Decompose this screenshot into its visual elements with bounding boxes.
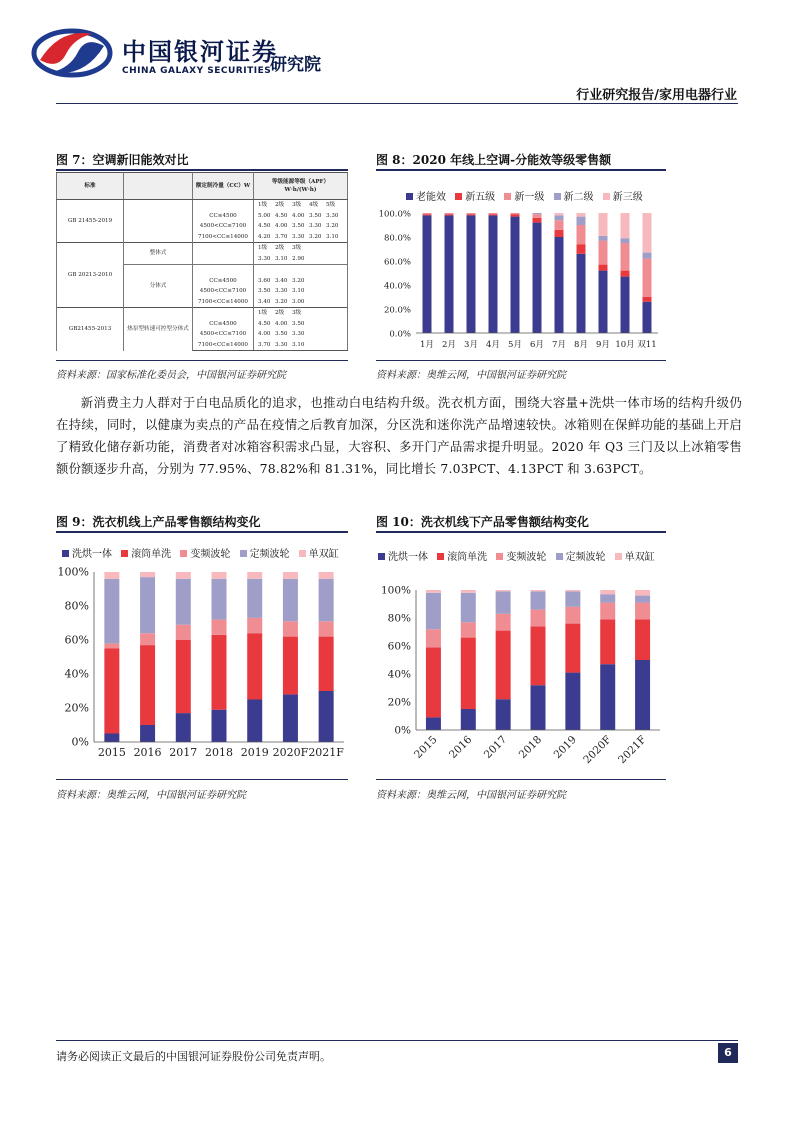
legend-swatch [455, 193, 462, 200]
bar-segment [140, 645, 155, 725]
table-cell-type: 热泵型转速可控型分体式 [124, 308, 193, 351]
bar-segment [635, 603, 650, 620]
y-tick-label: 20.0% [383, 305, 411, 316]
table-cell-capacity [193, 308, 254, 319]
bar-segment [599, 213, 608, 236]
table-header-row [57, 173, 348, 200]
y-tick-label: 60.0% [383, 257, 411, 268]
x-tick-label: 2019 [551, 733, 579, 762]
x-tick-label: 2017 [169, 746, 198, 759]
table-cell-capacity [193, 243, 254, 254]
table-cell-capacity: 4500<CC≤7100 [193, 329, 254, 340]
bar-segment [104, 734, 119, 743]
bar-segment [247, 572, 262, 579]
legend-item: 单双缸 [293, 549, 339, 560]
table-cell-levels: 1级 2级 3级 4级 5级 [254, 200, 348, 211]
table-cell-values: 3.30 3.10 2.90 [254, 254, 348, 265]
legend-swatch [556, 553, 563, 560]
page-number: 6 [718, 1043, 738, 1063]
y-tick-label: 100% [380, 584, 411, 597]
figure9-source: 资料来源：奥维云网，中国银河证券研究院 [56, 790, 246, 801]
bar-segment [423, 214, 432, 215]
bar-segment [565, 624, 580, 673]
legend-item: 单双缸 [609, 552, 655, 563]
x-tick-label: 10月 [615, 340, 635, 350]
y-tick-label: 80% [64, 599, 89, 613]
bar-segment [643, 213, 652, 253]
x-tick-label: 1月 [420, 340, 434, 350]
bar-segment [319, 691, 334, 742]
table-cell-capacity: 7100<CC≤14000 [193, 297, 254, 308]
bar-segment [533, 218, 542, 223]
bar-segment [511, 214, 520, 216]
figure7-bottom-rule [56, 360, 348, 361]
x-tick-label: 2021F [616, 733, 649, 767]
bar-segment [577, 213, 586, 217]
y-tick-label: 40.0% [383, 281, 411, 292]
bar-segment [496, 590, 511, 591]
bar-segment [555, 230, 564, 237]
table-header-standard: 标准 [57, 173, 124, 200]
bar-segment [511, 217, 520, 333]
bar-segment [283, 572, 298, 579]
bar-segment [283, 621, 298, 636]
bar-segment [555, 220, 564, 230]
table-cell-type: 分体式 [124, 265, 193, 308]
table-cell-standard: GB21455-2013 [57, 308, 124, 351]
bar-segment [140, 577, 155, 633]
legend-item: 新二级 [548, 192, 594, 203]
table-cell-capacity: 7100<CC≤14000 [193, 340, 254, 351]
figure10-title: 图 10：洗衣机线下产品零售额结构变化 [376, 515, 589, 529]
figure9-rule [56, 531, 348, 533]
bar-segment [140, 725, 155, 742]
bar-segment [489, 214, 498, 215]
legend-swatch [603, 193, 610, 200]
bar-segment [247, 618, 262, 633]
bar-segment [621, 238, 630, 243]
bar-segment [140, 633, 155, 645]
bar-segment [445, 213, 454, 214]
table-cell-standard: GB 21455-2019 [57, 200, 124, 243]
x-tick-label: 双11 [637, 340, 657, 350]
bar-segment [423, 213, 432, 214]
y-tick-label: 40% [387, 668, 411, 681]
bar-segment [319, 572, 334, 579]
bar-segment [565, 590, 580, 591]
legend-swatch [504, 193, 511, 200]
x-tick-label: 9月 [596, 340, 610, 350]
legend-item: 定频波轮 [234, 549, 290, 560]
footer-disclaimer: 请务必阅读正文最后的中国银河证券股份公司免责声明。 [56, 1050, 331, 1063]
bar-segment [461, 590, 476, 593]
y-tick-label: 80.0% [383, 233, 411, 244]
legend-item: 新一级 [498, 192, 544, 203]
bar-segment [319, 621, 334, 636]
bar-segment [600, 590, 615, 594]
bar-segment [319, 637, 334, 691]
y-tick-label: 100.0% [378, 209, 411, 220]
bar-segment [600, 594, 615, 602]
bar-segment [635, 590, 650, 596]
table-cell-levels: 1级 2级 3级 [254, 308, 348, 319]
bar-segment [577, 217, 586, 225]
legend-item: 洗烘一体 [56, 549, 112, 560]
logo-institute: 研究院 [270, 55, 321, 75]
bar-segment [104, 572, 119, 579]
x-tick-label: 2018 [516, 733, 545, 762]
bar-segment [104, 649, 119, 734]
table-cell-values: 4.50 4.00 3.50 [254, 319, 348, 330]
table-cell-capacity [193, 265, 254, 276]
legend-swatch [406, 193, 413, 200]
figure10-source: 资料来源：奥维云网，中国银河证券研究院 [376, 790, 566, 801]
legend-item: 新五级 [449, 192, 495, 203]
bar-segment [565, 607, 580, 624]
bar-segment [599, 241, 608, 265]
x-tick-label: 7月 [552, 340, 566, 350]
table-cell-capacity: 4500<CC≤7100 [193, 286, 254, 297]
figure7-source: 资料来源：国家标准化委员会，中国银河证券研究院 [56, 370, 286, 381]
x-tick-label: 2015 [412, 733, 440, 762]
table-cell-values: 3.70 3.30 3.10 [254, 340, 348, 351]
table-header-type [124, 173, 193, 200]
bar-segment [511, 213, 520, 214]
y-tick-label: 0.0% [389, 329, 411, 340]
bar-segment [247, 579, 262, 618]
table-cell-values: 4.50 4.00 3.50 3.30 3.20 [254, 221, 348, 232]
bar-segment [445, 215, 454, 333]
table-cell-capacity [193, 254, 254, 265]
bar-segment [489, 213, 498, 214]
bar-segment [496, 614, 511, 631]
bar-segment [247, 633, 262, 699]
figure8-title: 图 8：2020 年线上空调-分能效等级零售额 [376, 153, 612, 167]
legend-swatch [615, 553, 622, 560]
x-tick-label: 2019 [240, 746, 269, 759]
table-header-efficiency: 等级能源等级（APF）W·h/(W·h) [254, 173, 348, 200]
figure10-bottom-rule [376, 779, 666, 780]
legend-swatch [378, 553, 385, 560]
bar-segment [533, 213, 542, 214]
logo-english-name: CHINA GALAXY SECURITIES [122, 66, 272, 76]
figure8-chart [376, 205, 666, 355]
bar-segment [643, 302, 652, 333]
table-cell-values: 3.50 3.30 3.10 [254, 286, 348, 297]
x-tick-label: 2020F [581, 733, 614, 767]
energy-efficiency-table [56, 172, 348, 351]
legend-item: 定频波轮 [550, 552, 606, 563]
bar-segment [555, 237, 564, 333]
bar-segment [489, 215, 498, 333]
bar-segment [212, 579, 227, 620]
bar-segment [599, 236, 608, 241]
y-tick-label: 60% [387, 640, 411, 653]
bar-segment [635, 660, 650, 730]
table-cell-capacity: CC≤4500 [193, 319, 254, 330]
bar-segment [140, 572, 155, 577]
bar-segment [621, 243, 630, 271]
table-cell-values: 4.00 3.50 3.30 [254, 329, 348, 340]
y-tick-label: 0% [71, 735, 89, 749]
figure9-bottom-rule [56, 779, 348, 780]
y-tick-label: 60% [64, 633, 89, 647]
x-tick-label: 4月 [486, 340, 500, 350]
legend-swatch [240, 550, 247, 557]
legend-swatch [496, 553, 503, 560]
y-tick-label: 20% [387, 696, 411, 709]
table-cell-capacity [193, 200, 254, 211]
bar-segment [565, 591, 580, 606]
bar-segment [319, 579, 334, 622]
figure7-rule [56, 169, 348, 171]
bar-segment [176, 625, 191, 640]
x-tick-label: 2月 [442, 340, 456, 350]
footer-rule [56, 1040, 738, 1041]
bar-segment [531, 590, 546, 591]
bar-segment [600, 603, 615, 620]
x-tick-label: 2017 [481, 733, 510, 762]
bar-segment [496, 591, 511, 613]
table-cell-values: 5.00 4.50 4.00 3.50 3.30 [254, 211, 348, 222]
y-tick-label: 40% [64, 667, 89, 681]
bar-segment [467, 214, 476, 215]
legend-item: 老能效 [400, 192, 446, 203]
figure10-chart [376, 584, 666, 774]
bar-segment [643, 253, 652, 259]
table-header-capacity: 额定制冷量（CC）W [193, 173, 254, 200]
body-paragraph: 新消费主力人群对于白电品质化的追求，也推动白电结构升级。洗衣机方面，围绕大容量+洗烘一体市场的结构升级仍在持续，同时，以健康为卖点的产品在疫情之后教育加深，分区洗和迷你洗产品增速较快。冰箱则在保鲜功能的基础上开启了精致化储存新功能，消费者对冰箱容积需求凸显，大容积、多开门产品需求提升明显。2020 年 Q3 三门及以上冰箱零售额份额逐步升高，分别为 77.95%、78.82%和 81.31%，同比增长 7.03PCT、4.13PCT 和 3.63PCT。 [56, 395, 742, 476]
y-tick-label: 20% [64, 701, 89, 715]
table-row [57, 308, 348, 319]
bar-segment [176, 713, 191, 742]
bar-segment [531, 626, 546, 685]
table-cell-capacity: 7100<CC≤14000 [193, 232, 254, 243]
bar-segment [635, 596, 650, 603]
bar-segment [621, 271, 630, 277]
table-row [57, 200, 348, 211]
figure10-rule [376, 531, 666, 533]
x-tick-label: 2020F [272, 746, 309, 759]
table-cell-values: 3.40 3.20 3.00 [254, 297, 348, 308]
bar-segment [212, 635, 227, 710]
legend-item: 变频波轮 [490, 552, 546, 563]
bar-segment [247, 700, 262, 743]
bar-segment [621, 277, 630, 333]
figure9-chart [56, 562, 348, 772]
x-tick-label: 2016 [133, 746, 162, 759]
bar-segment [635, 619, 650, 660]
bar-segment [426, 590, 441, 593]
figure9-title: 图 9：洗衣机线上产品零售额结构变化 [56, 515, 261, 529]
legend-swatch [121, 550, 128, 557]
bar-segment [555, 213, 564, 215]
bar-segment [461, 593, 476, 622]
table-cell-standard: GB 20213-2010 [57, 243, 124, 308]
bar-segment [176, 572, 191, 579]
table-cell-values [254, 265, 348, 276]
bar-segment [212, 710, 227, 742]
bar-segment [467, 213, 476, 214]
figure8-rule [376, 169, 666, 171]
bar-segment [104, 643, 119, 648]
bar-segment [176, 640, 191, 713]
x-tick-label: 2021F [308, 746, 344, 759]
logo-chinese-name: 中国银河证券 [122, 38, 278, 66]
y-tick-label: 80% [387, 612, 411, 625]
legend-item: 滚筒单洗 [115, 549, 171, 560]
legend-swatch [299, 550, 306, 557]
table-cell-values: 3.60 3.40 3.20 [254, 276, 348, 287]
bar-segment [445, 214, 454, 215]
bar-segment [599, 271, 608, 333]
bar-segment [461, 638, 476, 709]
figure7-title: 图 7：空调新旧能效对比 [56, 153, 189, 167]
bar-segment [533, 223, 542, 333]
bar-segment [426, 593, 441, 629]
table-cell-capacity: CC≤4500 [193, 276, 254, 287]
bar-segment [283, 579, 298, 622]
bar-segment [643, 297, 652, 302]
bar-segment [212, 572, 227, 579]
bar-segment [426, 629, 441, 647]
x-tick-label: 2018 [205, 746, 233, 759]
figure10-legend [372, 548, 655, 563]
x-tick-label: 5月 [508, 340, 522, 350]
figure8-bottom-rule [376, 360, 666, 361]
legend-swatch [180, 550, 187, 557]
table-cell-type: 整体式 [124, 243, 193, 265]
logo [30, 22, 340, 86]
figure8-legend [400, 188, 643, 203]
bar-segment [531, 610, 546, 627]
bar-segment [496, 699, 511, 730]
y-tick-label: 0% [394, 724, 411, 737]
bar-segment [643, 259, 652, 297]
x-tick-label: 2016 [447, 733, 475, 762]
legend-item: 变频波轮 [174, 549, 230, 560]
bar-segment [600, 619, 615, 664]
bar-segment [577, 254, 586, 333]
figure8-source: 资料来源：奥维云网，中国银河证券研究院 [376, 370, 566, 381]
bar-segment [461, 622, 476, 637]
bar-segment [423, 215, 432, 333]
bar-segment [621, 213, 630, 238]
figure9-legend [56, 545, 339, 560]
table-cell-capacity: CC≤4500 [193, 211, 254, 222]
bar-segment [565, 673, 580, 730]
header-rule [56, 103, 738, 104]
bar-segment [577, 225, 586, 244]
x-tick-label: 8月 [574, 340, 588, 350]
bar-segment [212, 620, 227, 635]
x-tick-label: 2015 [97, 746, 126, 759]
bar-segment [496, 631, 511, 700]
legend-swatch [62, 550, 69, 557]
bar-segment [531, 685, 546, 730]
y-tick-label: 100% [57, 565, 89, 579]
legend-swatch [437, 553, 444, 560]
bar-segment [467, 215, 476, 333]
table-cell-levels: 1级 2级 3级 [254, 243, 348, 254]
galaxy-logo-icon [30, 24, 114, 82]
table-cell-values: 4.20 3.70 3.30 3.20 3.10 [254, 232, 348, 243]
legend-item: 滚筒单洗 [431, 552, 487, 563]
bar-segment [599, 265, 608, 271]
bar-segment [531, 591, 546, 609]
legend-item: 新三级 [597, 192, 643, 203]
bar-segment [600, 664, 615, 730]
bar-segment [104, 579, 119, 644]
x-tick-label: 6月 [530, 340, 544, 350]
bar-segment [426, 647, 441, 717]
bar-segment [176, 579, 191, 625]
bar-segment [533, 214, 542, 218]
bar-segment [577, 244, 586, 254]
table-row [57, 243, 348, 254]
bar-segment [555, 215, 564, 220]
x-tick-label: 3月 [464, 340, 478, 350]
table-cell-type [124, 200, 193, 243]
bar-segment [461, 709, 476, 730]
bar-segment [283, 637, 298, 695]
report-type: 行业研究报告/家用电器行业 [576, 88, 737, 103]
bar-segment [283, 694, 298, 742]
legend-swatch [554, 193, 561, 200]
table-cell-capacity: 4500<CC≤7100 [193, 221, 254, 232]
legend-item: 洗烘一体 [372, 552, 428, 563]
bar-segment [426, 717, 441, 730]
